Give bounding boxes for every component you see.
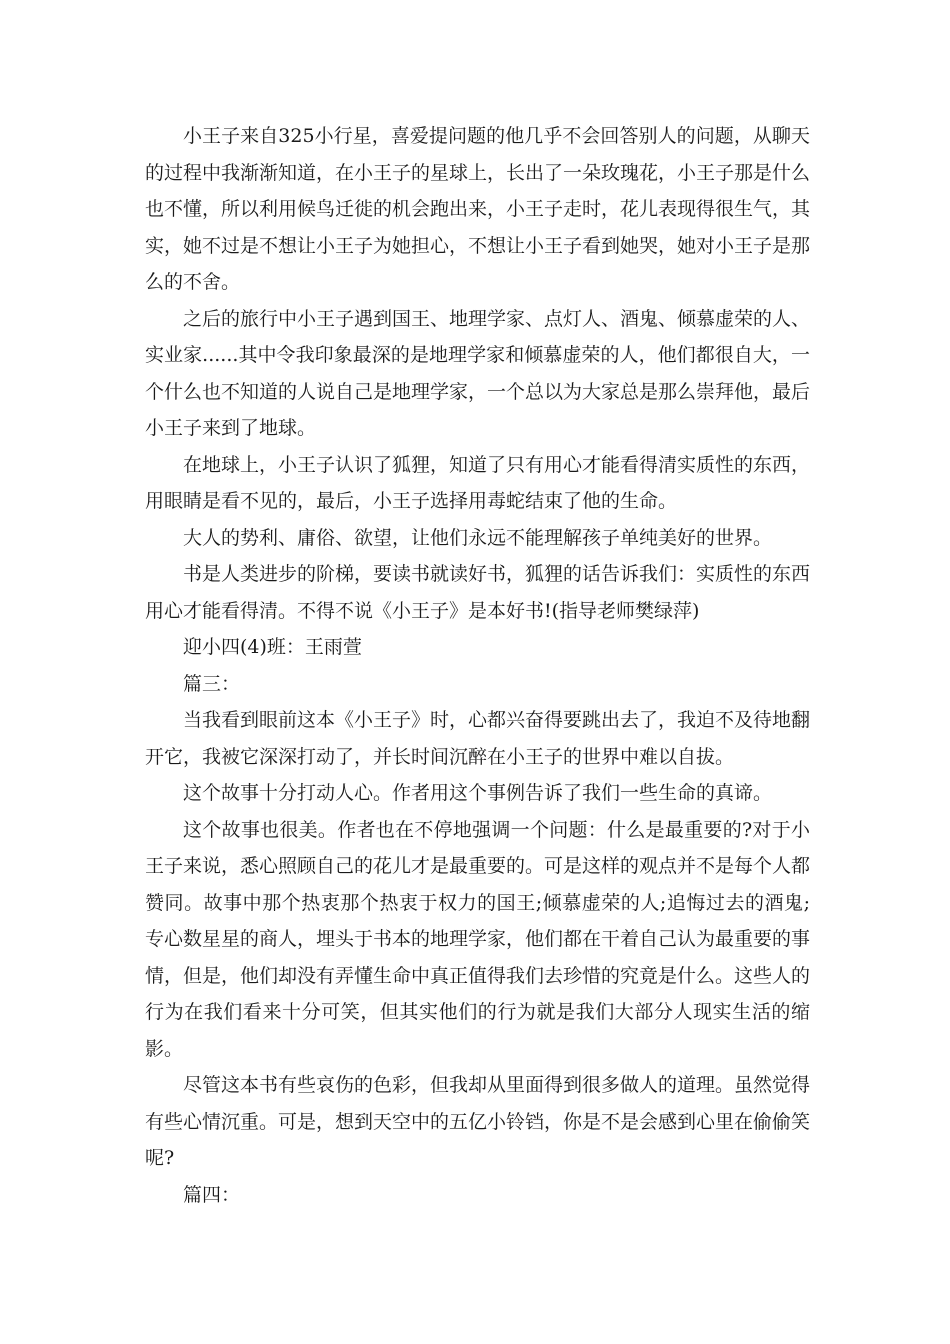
section-heading-part-three: 篇三： xyxy=(183,672,241,695)
author-line: 迎小四(4)班：王雨萱 xyxy=(183,636,362,658)
paragraph-4: 大人的势利、庸俗、欲望，让他们永远不能理解孩子单纯美好的世界。 xyxy=(183,526,773,549)
section-heading-part-four: 篇四： xyxy=(183,1183,241,1206)
document-body xyxy=(145,118,810,1213)
paragraph-2: 之后的旅行中小王子遇到国王、地理学家、点灯人、酒鬼、倾慕虚荣的人、实业家......其中令我印象最深的是地理学家和倾慕虚荣的人，他们都很自大，一个什么也不知道的人说自己是地理学家，一个总以为大家总是那么崇拜他，最后小王子来到了地球。 xyxy=(145,307,811,439)
paragraph-5: 书是人类进步的阶梯，要读书就读好书，狐狸的话告诉我们：实质性的东西用心才能看得清。不得不说《小王子》是本好书!(指导老师樊绿萍) xyxy=(145,563,811,622)
paragraph-6: 当我看到眼前这本《小王子》时，心都兴奋得要跳出去了，我迫不及待地翻开它，我被它深深打动了，并长时间沉醉在小王子的世界中难以自拔。 xyxy=(145,709,811,768)
paragraph-9: 尽管这本书有些哀伤的色彩，但我却从里面得到很多做人的道理。虽然觉得有些心情沉重。可是，想到天空中的五亿小铃铛，你是不是会感到心里在偷偷笑呢? xyxy=(145,1074,811,1169)
paragraph-8: 这个故事也很美。作者也在不停地强调一个问题：什么是最重要的?对于小王子来说，悉心照顾自己的花儿才是最重要的。可是这样的观点并不是每个人都赞同。故事中那个热衷那个热衷于权力的国王;倾慕虚荣的人;追悔过去的酒鬼;专心数星星的商人，埋头于书本的地理学家，他们都在干着自己认为最重要的事情，但是，他们却没有弄懂生命中真正值得我们去珍惜的究竟是什么。这些人的行为在我们看来十分可笑，但其实他们的行为就是我们大部分人现实生活的缩影。 xyxy=(145,818,811,1060)
paragraph-3: 在地球上，小王子认识了狐狸，知道了只有用心才能看得清实质性的东西，用眼睛是看不见的，最后，小王子选择用毒蛇结束了他的生命。 xyxy=(145,453,811,512)
paragraph-1: 小王子来自325小行星，喜爱提问题的他几乎不会回答别人的问题，从聊天的过程中我渐渐知道，在小王子的星球上，长出了一朵玫瑰花，小王子那是什么也不懂，所以利用候鸟迁徙的机会跑出来，小王子走时，花儿表现得很生气，其实，她不过是不想让小王子为她担心，不想让小王子看到她哭，她对小王子是那么的不舍。 xyxy=(145,125,811,293)
paragraph-7: 这个故事十分打动人心。作者用这个事例告诉了我们一些生命的真谛。 xyxy=(183,782,773,804)
